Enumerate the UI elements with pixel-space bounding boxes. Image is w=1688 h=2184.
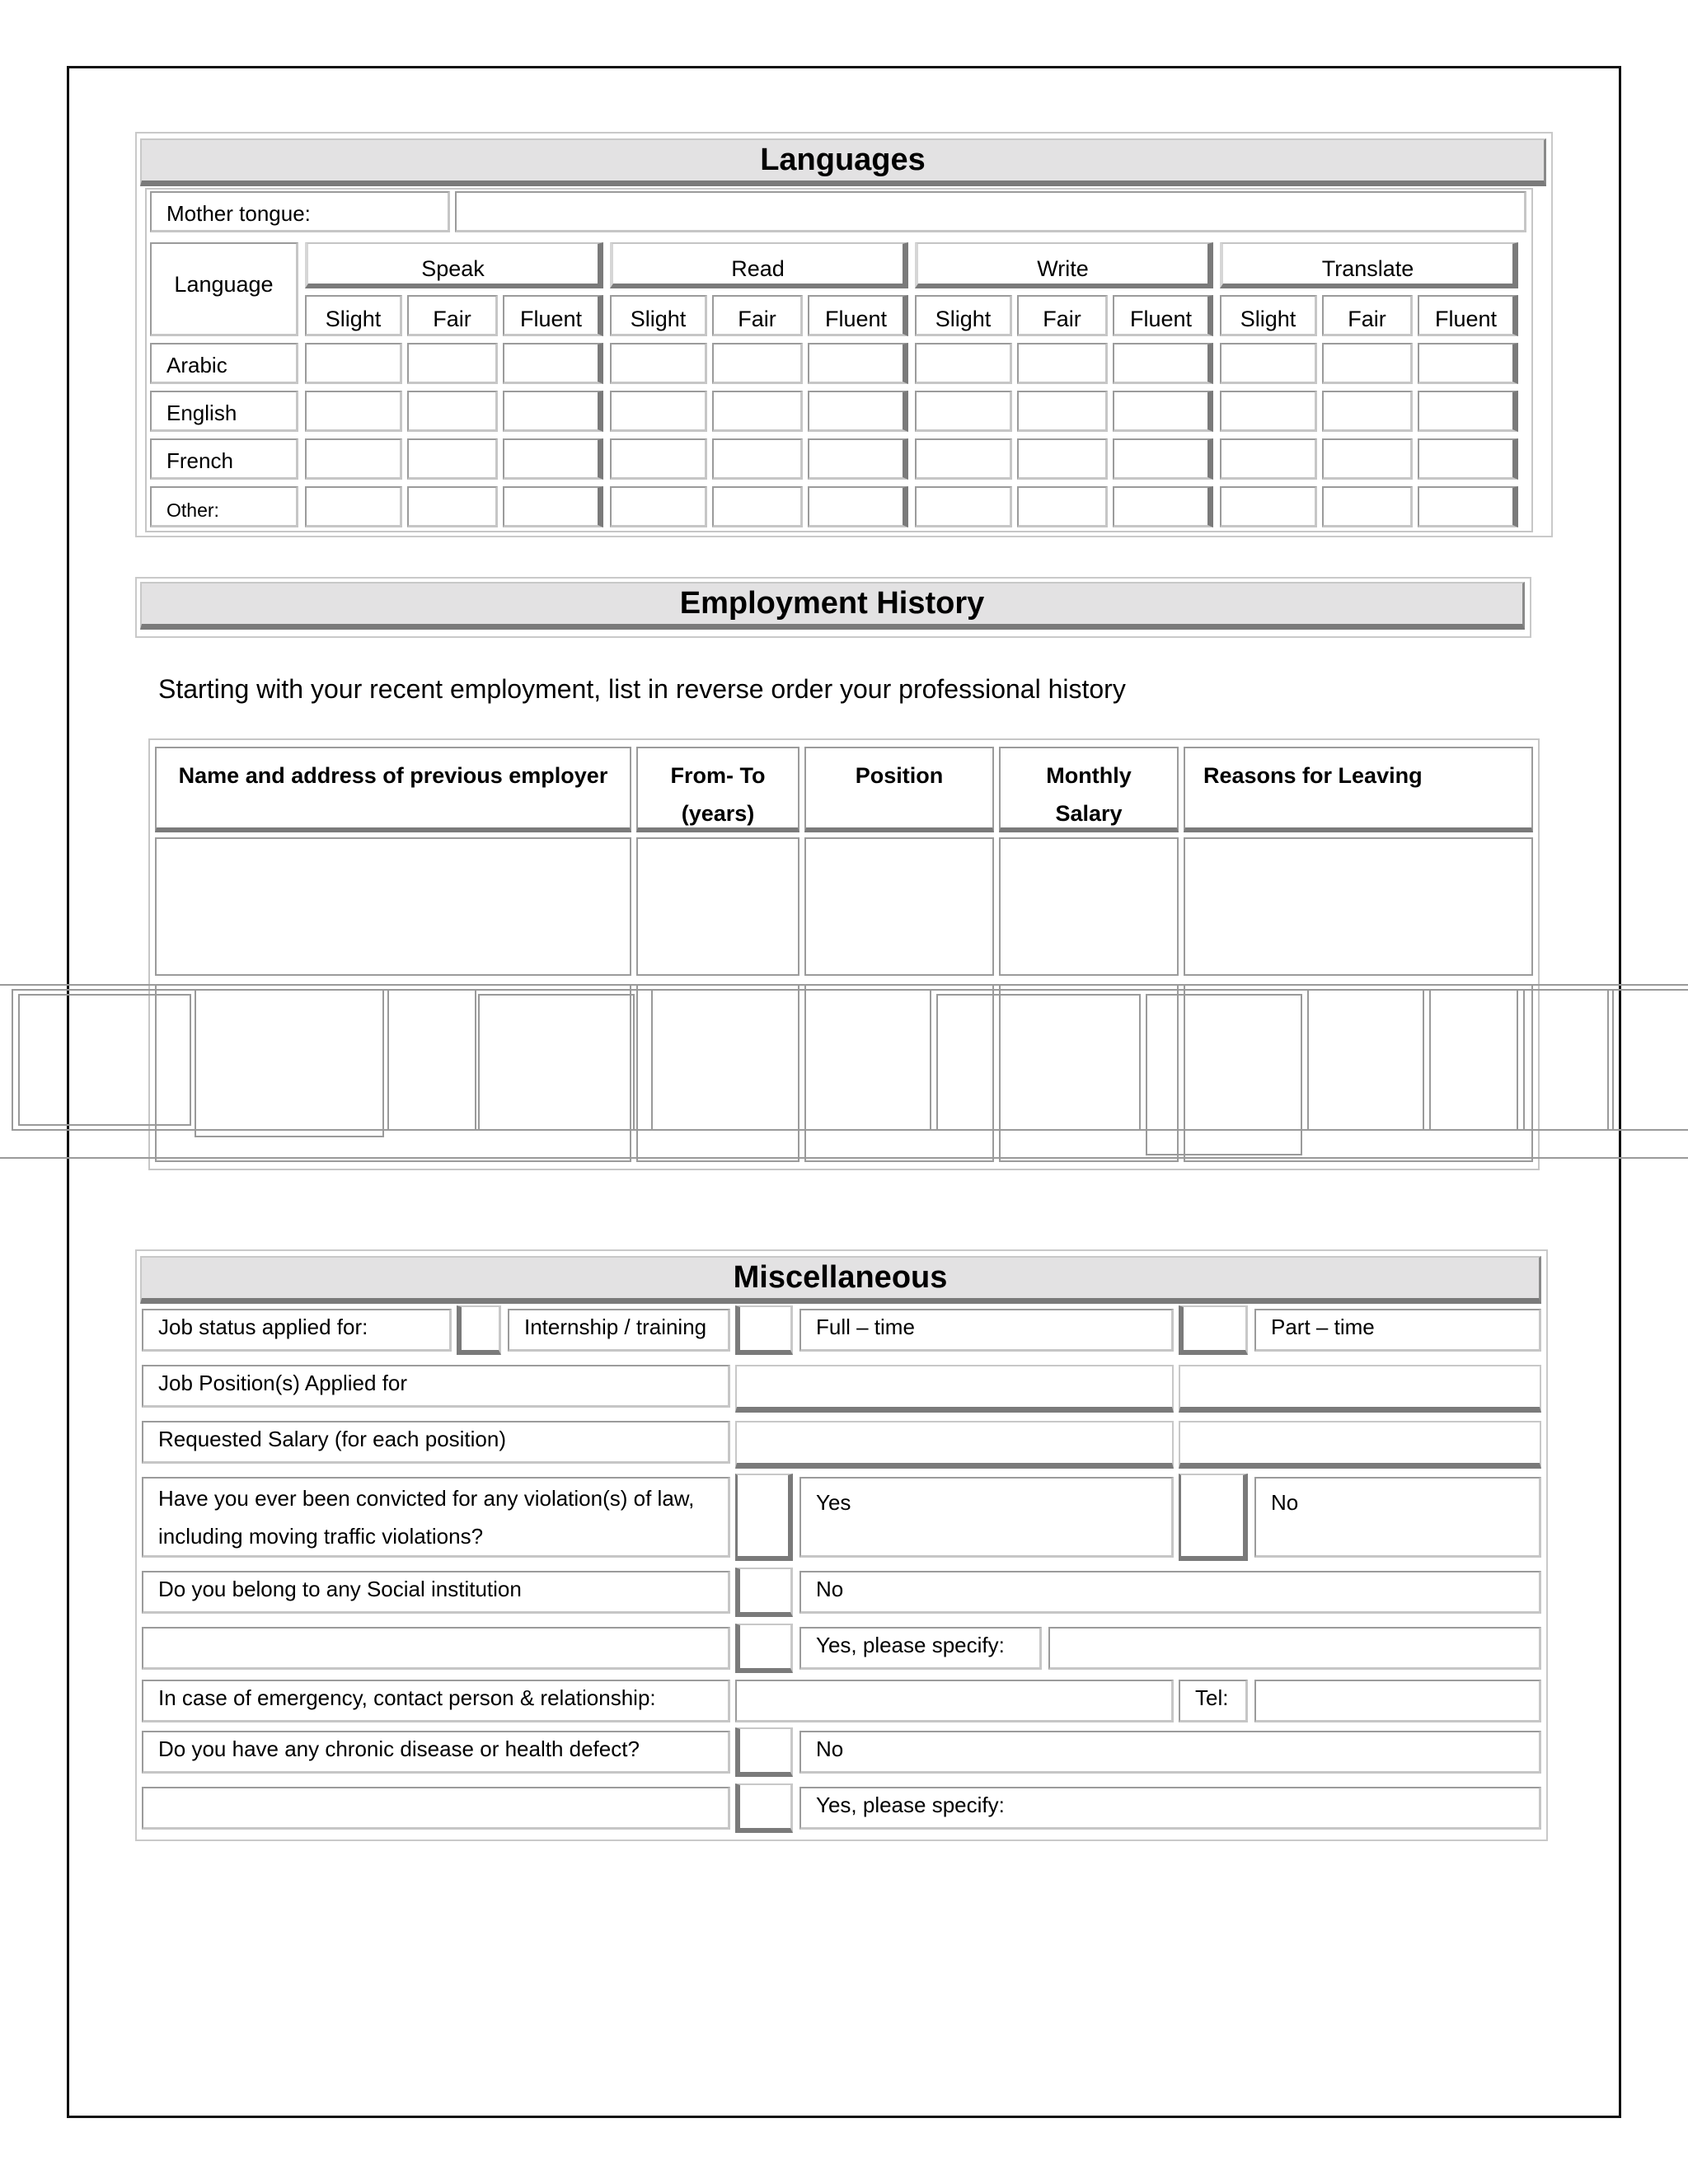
reasons-column-header xyxy=(1184,747,1533,832)
internship-checkbox[interactable] xyxy=(457,1305,501,1355)
employer-column-label: Name and address of previous employer xyxy=(178,763,608,788)
write-slight-header: Slight xyxy=(915,295,1012,336)
arabic-translate-slight-checkbox[interactable] xyxy=(1220,343,1317,384)
language-row-french: French xyxy=(150,438,298,480)
speak-fluent-header: Fluent xyxy=(503,295,603,336)
translate-fluent-header: Fluent xyxy=(1418,295,1518,336)
write-fluent-header: Fluent xyxy=(1113,295,1213,336)
job-position-field-1[interactable] xyxy=(735,1365,1174,1413)
years-column-header xyxy=(636,747,799,832)
job-position-field-2[interactable] xyxy=(1179,1365,1541,1413)
chronic-yes-label: Yes, please specify: xyxy=(799,1787,1541,1830)
language-row-english: English xyxy=(150,391,298,432)
arabic-speak-fluent-checkbox[interactable] xyxy=(503,343,603,384)
overlay-cell-artifact xyxy=(1146,994,1302,1155)
translate-slight-header: Slight xyxy=(1220,295,1317,336)
convicted-question xyxy=(142,1477,730,1558)
other-translate-fair-checkbox[interactable] xyxy=(1322,486,1413,527)
part-time-checkbox[interactable] xyxy=(1179,1305,1248,1355)
language-row-arabic: Arabic xyxy=(150,343,298,384)
french-speak-fluent-checkbox[interactable] xyxy=(503,438,603,480)
tel-label: Tel: xyxy=(1179,1680,1248,1722)
other-read-fluent-checkbox[interactable] xyxy=(808,486,908,527)
french-write-fair-checkbox[interactable] xyxy=(1017,438,1108,480)
chronic-no-checkbox[interactable] xyxy=(735,1727,793,1777)
convicted-yes-checkbox[interactable] xyxy=(735,1474,793,1561)
employment-title: Employment History xyxy=(140,582,1525,630)
languages-title: Languages xyxy=(140,138,1546,186)
reasons-cell[interactable] xyxy=(1184,837,1533,976)
english-translate-slight-checkbox[interactable] xyxy=(1220,391,1317,432)
social-no-label: No xyxy=(799,1571,1541,1614)
emergency-contact-label: In case of emergency, contact person & relationship: xyxy=(142,1680,730,1722)
other-read-fair-checkbox[interactable] xyxy=(712,486,803,527)
overlay-cell-artifact xyxy=(478,994,635,1131)
social-institution-label: Do you belong to any Social institution xyxy=(142,1571,730,1614)
employer-cell[interactable] xyxy=(155,837,631,976)
arabic-read-slight-checkbox[interactable] xyxy=(610,343,707,384)
read-slight-header: Slight xyxy=(610,295,707,336)
french-translate-slight-checkbox[interactable] xyxy=(1220,438,1317,480)
other-speak-fair-checkbox[interactable] xyxy=(407,486,498,527)
french-write-slight-checkbox[interactable] xyxy=(915,438,1012,480)
part-time-label: Part – time xyxy=(1254,1309,1541,1352)
speak-group-header: Speak xyxy=(305,242,603,288)
english-speak-fluent-checkbox[interactable] xyxy=(503,391,603,432)
arabic-translate-fluent-checkbox[interactable] xyxy=(1418,343,1518,384)
social-specify-field[interactable] xyxy=(1048,1627,1541,1670)
english-speak-fair-checkbox[interactable] xyxy=(407,391,498,432)
chronic-blank-cell xyxy=(142,1787,730,1830)
misc-title: Miscellaneous xyxy=(140,1256,1541,1304)
french-read-fair-checkbox[interactable] xyxy=(712,438,803,480)
position-column-label: Position xyxy=(855,763,944,788)
convicted-no-label xyxy=(1254,1477,1541,1558)
salary-cell[interactable] xyxy=(999,837,1179,976)
convicted-question-text: Have you ever been convicted for any violation(s) of law, including moving traffic violations? xyxy=(158,1485,695,1549)
overlay-cell-artifact xyxy=(936,994,1141,1131)
social-no-checkbox[interactable] xyxy=(735,1568,793,1617)
speak-slight-header: Slight xyxy=(305,295,402,336)
employer-column-header xyxy=(155,747,631,832)
full-time-checkbox[interactable] xyxy=(735,1305,793,1355)
requested-salary-label: Requested Salary (for each position) xyxy=(142,1421,730,1464)
english-read-slight-checkbox[interactable] xyxy=(610,391,707,432)
arabic-read-fair-checkbox[interactable] xyxy=(712,343,803,384)
language-header xyxy=(150,242,298,336)
position-column-header xyxy=(804,747,994,832)
other-translate-slight-checkbox[interactable] xyxy=(1220,486,1317,527)
social-yes-label: Yes, please specify: xyxy=(799,1627,1042,1670)
convicted-yes-label xyxy=(799,1477,1174,1558)
mother-tongue-field[interactable] xyxy=(455,191,1526,232)
chronic-yes-checkbox[interactable] xyxy=(735,1783,793,1833)
other-write-slight-checkbox[interactable] xyxy=(915,486,1012,527)
french-speak-slight-checkbox[interactable] xyxy=(305,438,402,480)
convicted-no-checkbox[interactable] xyxy=(1179,1474,1248,1561)
english-read-fair-checkbox[interactable] xyxy=(712,391,803,432)
write-group-header: Write xyxy=(915,242,1213,288)
job-positions-label: Job Position(s) Applied for xyxy=(142,1365,730,1408)
overlay-cell-artifact xyxy=(387,989,476,1131)
social-yes-checkbox[interactable] xyxy=(735,1624,793,1673)
arabic-speak-fair-checkbox[interactable] xyxy=(407,343,498,384)
translate-group-header: Translate xyxy=(1220,242,1518,288)
salary-column-header xyxy=(999,747,1179,832)
french-translate-fluent-checkbox[interactable] xyxy=(1418,438,1518,480)
translate-fair-header: Fair xyxy=(1322,295,1413,336)
arabic-translate-fair-checkbox[interactable] xyxy=(1322,343,1413,384)
english-speak-slight-checkbox[interactable] xyxy=(305,391,402,432)
convicted-yes-text: Yes xyxy=(816,1490,851,1515)
french-translate-fair-checkbox[interactable] xyxy=(1322,438,1413,480)
read-fair-header: Fair xyxy=(712,295,803,336)
english-read-fluent-checkbox[interactable] xyxy=(808,391,908,432)
overlay-cell-artifact xyxy=(18,994,191,1126)
english-translate-fair-checkbox[interactable] xyxy=(1322,391,1413,432)
requested-salary-field-2[interactable] xyxy=(1179,1421,1541,1469)
overlay-cell-artifact xyxy=(1612,989,1688,1131)
position-cell[interactable] xyxy=(804,837,994,976)
overlay-cell-artifact xyxy=(1523,989,1609,1131)
overlay-cell-artifact xyxy=(1429,989,1518,1131)
other-read-slight-checkbox[interactable] xyxy=(610,486,707,527)
overlay-cell-artifact xyxy=(651,989,931,1131)
job-status-label: Job status applied for: xyxy=(142,1309,452,1352)
requested-salary-field-1[interactable] xyxy=(735,1421,1174,1469)
read-fluent-header: Fluent xyxy=(808,295,908,336)
french-read-slight-checkbox[interactable] xyxy=(610,438,707,480)
arabic-write-fluent-checkbox[interactable] xyxy=(1113,343,1213,384)
full-time-label: Full – time xyxy=(799,1309,1174,1352)
speak-fair-header: Fair xyxy=(407,295,498,336)
english-write-slight-checkbox[interactable] xyxy=(915,391,1012,432)
other-translate-fluent-checkbox[interactable] xyxy=(1418,486,1518,527)
english-translate-fluent-checkbox[interactable] xyxy=(1418,391,1518,432)
other-write-fluent-checkbox[interactable] xyxy=(1113,486,1213,527)
french-write-fluent-checkbox[interactable] xyxy=(1113,438,1213,480)
years-cell[interactable] xyxy=(636,837,799,976)
salary-column-label: Monthly Salary xyxy=(1046,763,1132,826)
arabic-write-fair-checkbox[interactable] xyxy=(1017,343,1108,384)
overlay-cell-artifact xyxy=(195,989,384,1137)
read-group-header: Read xyxy=(610,242,908,288)
tel-field[interactable] xyxy=(1254,1680,1541,1722)
other-speak-slight-checkbox[interactable] xyxy=(305,486,402,527)
employment-intro: Starting with your recent employment, list in reverse order your professional history xyxy=(158,674,1126,704)
write-fair-header: Fair xyxy=(1017,295,1108,336)
chronic-no-label: No xyxy=(799,1731,1541,1774)
french-speak-fair-checkbox[interactable] xyxy=(407,438,498,480)
social-blank-cell xyxy=(142,1627,730,1670)
reasons-column-label: Reasons for Leaving xyxy=(1203,763,1423,788)
language-row-other: Other: xyxy=(150,486,298,527)
emergency-contact-field[interactable] xyxy=(735,1680,1174,1722)
arabic-read-fluent-checkbox[interactable] xyxy=(808,343,908,384)
english-write-fluent-checkbox[interactable] xyxy=(1113,391,1213,432)
other-write-fair-checkbox[interactable] xyxy=(1017,486,1108,527)
other-speak-fluent-checkbox[interactable] xyxy=(503,486,603,527)
arabic-speak-slight-checkbox[interactable] xyxy=(305,343,402,384)
mother-tongue-label: Mother tongue: xyxy=(150,191,450,232)
english-write-fair-checkbox[interactable] xyxy=(1017,391,1108,432)
overlay-cell-artifact xyxy=(1307,989,1424,1131)
years-column-label: From- To (years) xyxy=(670,763,766,826)
arabic-write-slight-checkbox[interactable] xyxy=(915,343,1012,384)
internship-label: Internship / training xyxy=(508,1309,730,1352)
chronic-disease-label: Do you have any chronic disease or health defect? xyxy=(142,1731,730,1774)
convicted-no-text: No xyxy=(1271,1490,1299,1515)
language-header-label: Language xyxy=(174,272,274,297)
french-read-fluent-checkbox[interactable] xyxy=(808,438,908,480)
